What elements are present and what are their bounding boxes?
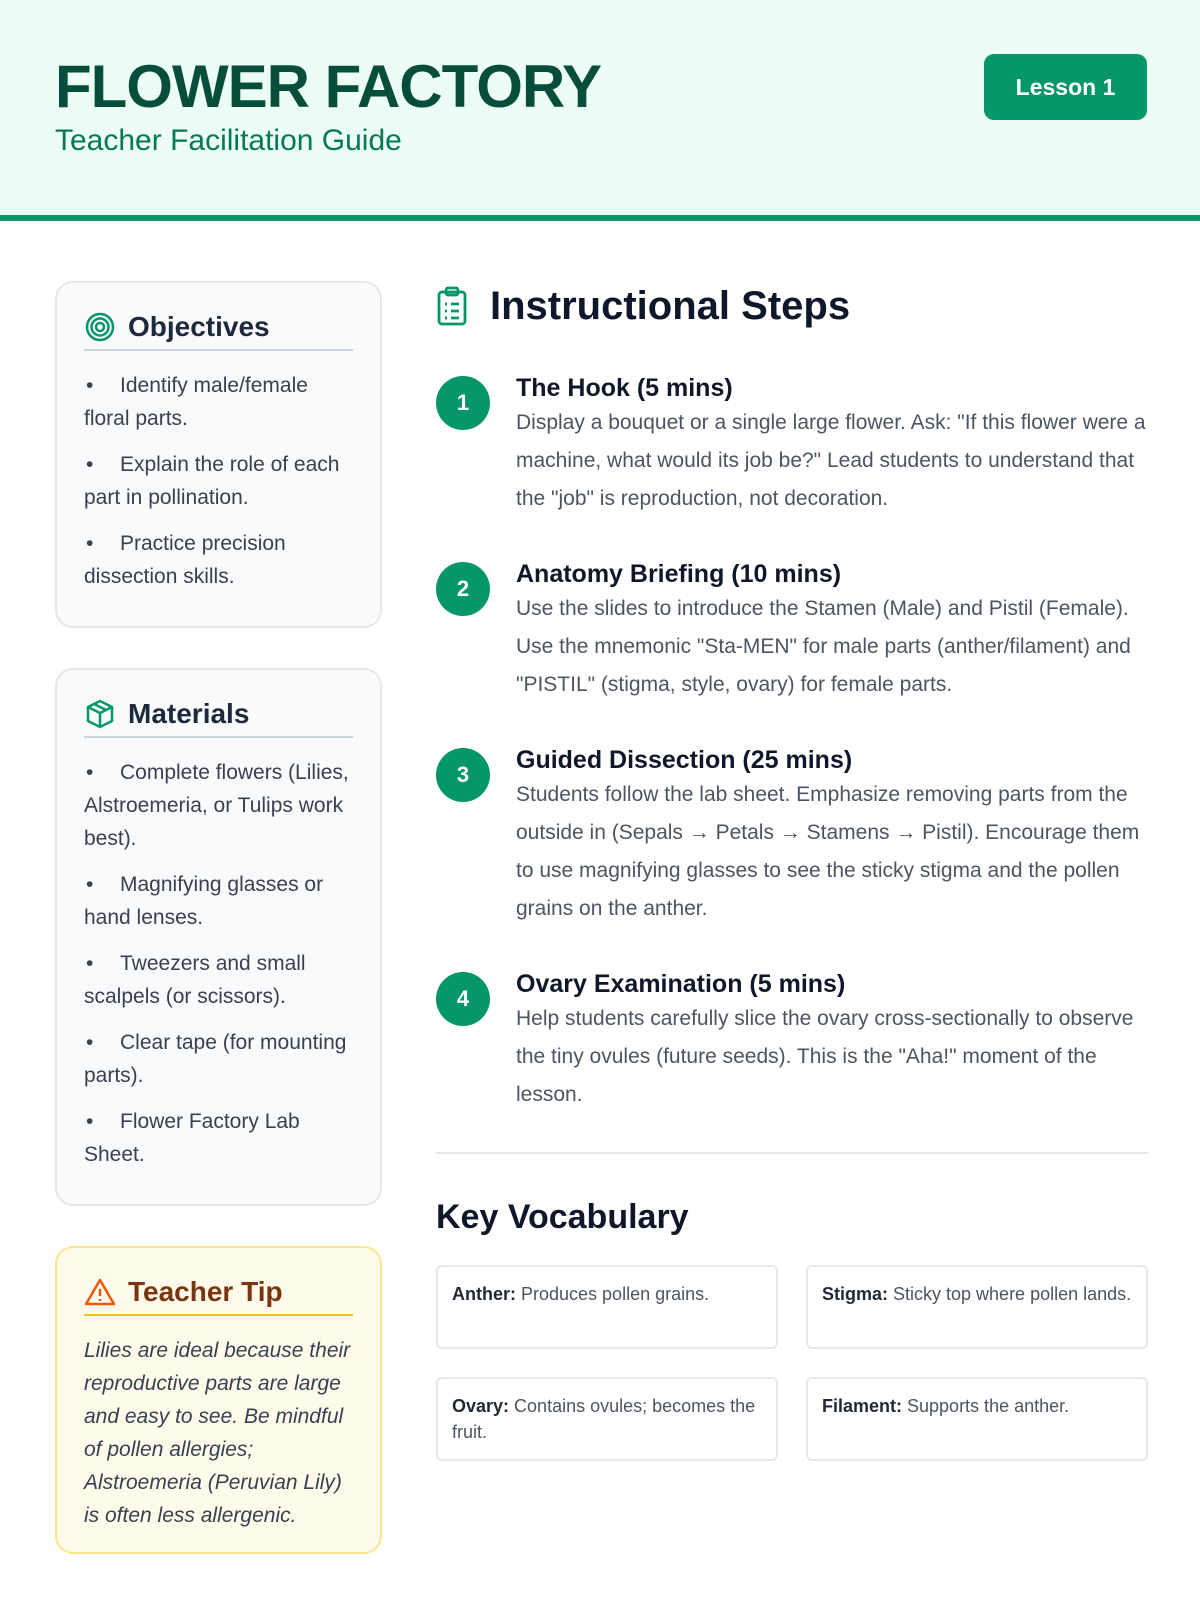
step-text: Help students carefully slice the ovary cross-sectionally to observe the tiny ovules (future seeds). This is the "Aha!" moment of the lesson. bbox=[516, 1007, 1134, 1106]
vocab-card bbox=[806, 1265, 1148, 1349]
vocab-term: Anther: bbox=[452, 1284, 516, 1304]
sidebar bbox=[55, 281, 382, 1594]
list-item: • Complete flowers (Lilies, Alstroemeria, or Tulips work best). bbox=[84, 756, 353, 855]
materials-title: Materials bbox=[128, 698, 250, 729]
vocab-card bbox=[436, 1377, 778, 1461]
list-item: • Clear tape (for mounting parts). bbox=[84, 1026, 353, 1092]
step-title: The Hook (5 mins) bbox=[516, 374, 733, 402]
step-number: 2 bbox=[436, 562, 490, 616]
step-item bbox=[436, 558, 1148, 704]
steps-title: Instructional Steps bbox=[490, 283, 851, 328]
list-item: • Explain the role of each part in pollination. bbox=[84, 448, 353, 514]
step-item bbox=[436, 372, 1148, 518]
step-title: Guided Dissection (25 mins) bbox=[516, 746, 853, 774]
page-title: FLOWER FACTORY bbox=[55, 53, 601, 120]
vocab-term: Filament: bbox=[822, 1396, 903, 1416]
step-number: 3 bbox=[436, 748, 490, 802]
step-number: 4 bbox=[436, 972, 490, 1026]
step-item bbox=[436, 744, 1148, 928]
list-item: • Tweezers and small scalpels (or scissors). bbox=[84, 947, 353, 1013]
divider bbox=[436, 1152, 1148, 1154]
materials-heading bbox=[84, 698, 353, 738]
list-item: • Identify male/female floral parts. bbox=[84, 369, 353, 435]
list-item: • Magnifying glasses or hand lenses. bbox=[84, 868, 353, 934]
lesson-badge: Lesson 1 bbox=[984, 54, 1147, 120]
step-title: Ovary Examination (5 mins) bbox=[516, 970, 846, 998]
step-item bbox=[436, 968, 1148, 1114]
vocab-heading: Key Vocabulary bbox=[436, 1198, 689, 1236]
page-subtitle: Teacher Facilitation Guide bbox=[55, 124, 402, 157]
step-title: Anatomy Briefing (10 mins) bbox=[516, 560, 842, 588]
tip-heading bbox=[84, 1276, 353, 1316]
vocab-definition: Produces pollen grains. bbox=[516, 1284, 710, 1304]
vocab-definition: Contains ovules; becomes the fruit. bbox=[452, 1396, 756, 1442]
vocab-definition: Supports the anther. bbox=[902, 1396, 1070, 1416]
main-content bbox=[436, 280, 1148, 1461]
warning-icon bbox=[84, 1277, 116, 1307]
objectives-title: Objectives bbox=[128, 311, 270, 342]
page-header bbox=[0, 0, 1200, 221]
package-icon bbox=[84, 698, 116, 730]
target-icon bbox=[84, 311, 116, 343]
step-text: Use the slides to introduce the Stamen (Male) and Pistil (Female). Use the mnemonic "Sta-MEN" for male parts (anther/filament) and "PISTIL" (stigma, style, ovary) for female parts. bbox=[516, 597, 1131, 696]
vocab-grid bbox=[436, 1265, 1148, 1461]
list-item: • Flower Factory Lab Sheet. bbox=[84, 1105, 353, 1171]
list-item: • Practice precision dissection skills. bbox=[84, 527, 353, 593]
step-text: Display a bouquet or a single large flower. Ask: "If this flower were a machine, what would its job be?" Lead students to understand that the "job" is reproduction, not decoration. bbox=[516, 411, 1146, 510]
vocab-term: Ovary: bbox=[452, 1396, 510, 1416]
step-number: 1 bbox=[436, 376, 490, 430]
step-text: Students follow the lab sheet. Emphasize removing parts from the outside in (Sepals → Petals → Stamens → Pistil). Encourage them to use magnifying glasses to see the sticky stigma and the pollen grains on the anther. bbox=[516, 783, 1140, 920]
objectives-card bbox=[55, 281, 382, 628]
teacher-tip-card bbox=[55, 1246, 382, 1554]
steps-heading bbox=[436, 280, 1148, 332]
vocab-card bbox=[436, 1265, 778, 1349]
clipboard-list-icon bbox=[436, 286, 468, 326]
materials-card bbox=[55, 668, 382, 1206]
tip-text: Lilies are ideal because their reproductive parts are large and easy to see. Be mindful of pollen allergies; Alstroemeria (Peruvian Lily) is often less allergenic. bbox=[84, 1339, 351, 1527]
tip-title: Teacher Tip bbox=[128, 1276, 283, 1307]
objectives-heading bbox=[84, 311, 353, 351]
vocab-term: Stigma: bbox=[822, 1284, 889, 1304]
vocab-card bbox=[806, 1377, 1148, 1461]
vocab-definition: Sticky top where pollen lands. bbox=[888, 1284, 1132, 1304]
